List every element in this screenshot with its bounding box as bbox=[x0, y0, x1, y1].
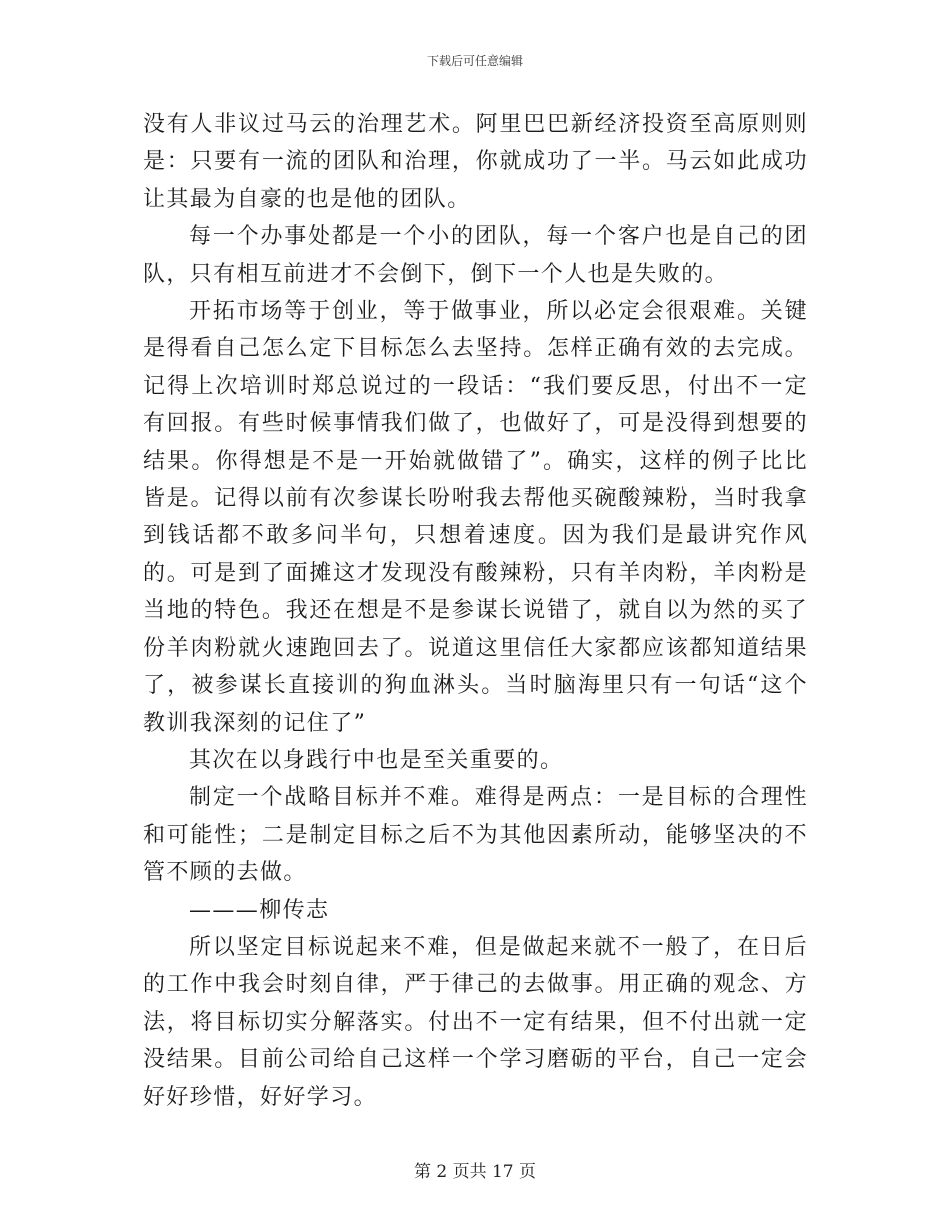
paragraph-3: 开拓市场等于创业，等于做事业，所以必定会很艰难。关键是得看自己怎么定下目标怎么去坚持。怎样正确有效的去完成。记得上次培训时郑总说过的一段话：“我们要反思，付出不一定有回报。有些时候事情我们做了，也做好了，可是没得到想要的结果。你得想是不是一开始就做错了”。确实，这样的例子比比皆是。记得以前有次参谋长吩咐我去帮他买碗酸辣粉，当时我拿到钱话都不敢多问半句，只想着速度。因为我们是最讲究作风的。可是到了面摊这才发现没有酸辣粉，只有羊肉粉，羊肉粉是当地的特色。我还在想是不是参谋长说错了，就自以为然的买了份羊肉粉就火速跑回去了。说道这里信任大家都应该都知道结果了，被参谋长直接训的狗血淋头。当时脑海里只有一句话“这个教训我深刻的记住了” bbox=[143, 299, 808, 736]
paragraph-1: 没有人非议过马云的治理艺术。阿里巴巴新经济投资至高原则则是：只要有一流的团队和治理，你就成功了一半。马云如此成功让其最为自豪的也是他的团队。 bbox=[143, 112, 808, 212]
page-number: 第 2 页共 17 页 bbox=[413, 1162, 537, 1182]
page-header-note: 下载后可任意编辑 bbox=[426, 54, 523, 68]
paragraph-4: 其次在以身践行中也是至关重要的。 bbox=[189, 747, 564, 773]
paragraph-7: 所以坚定目标说起来不难，但是做起来就不一般了，在日后的工作中我会时刻自律，严于律己的去做事。用正确的观念、方法，将目标切实分解落实。付出不一定有结果，但不付出就一定没结果。目前公司给自己这样一个学习磨砺的平台，自己一定会好好珍惜，好好学习。 bbox=[143, 934, 808, 1110]
paragraph-5-quote: 制定一个战略目标并不难。难得是两点：一是目标的合理性和可能性；二是制定目标之后不为其他因素所动，能够坚决的不管不顾的去做。 bbox=[143, 785, 808, 886]
document-body bbox=[143, 106, 808, 1116]
quote-attribution: ———柳传志 bbox=[189, 897, 330, 923]
paragraph-2: 每一个办事处都是一个小的团队，每一个客户也是自己的团队，只有相互前进才不会倒下，倒下一个人也是失败的。 bbox=[143, 224, 808, 287]
